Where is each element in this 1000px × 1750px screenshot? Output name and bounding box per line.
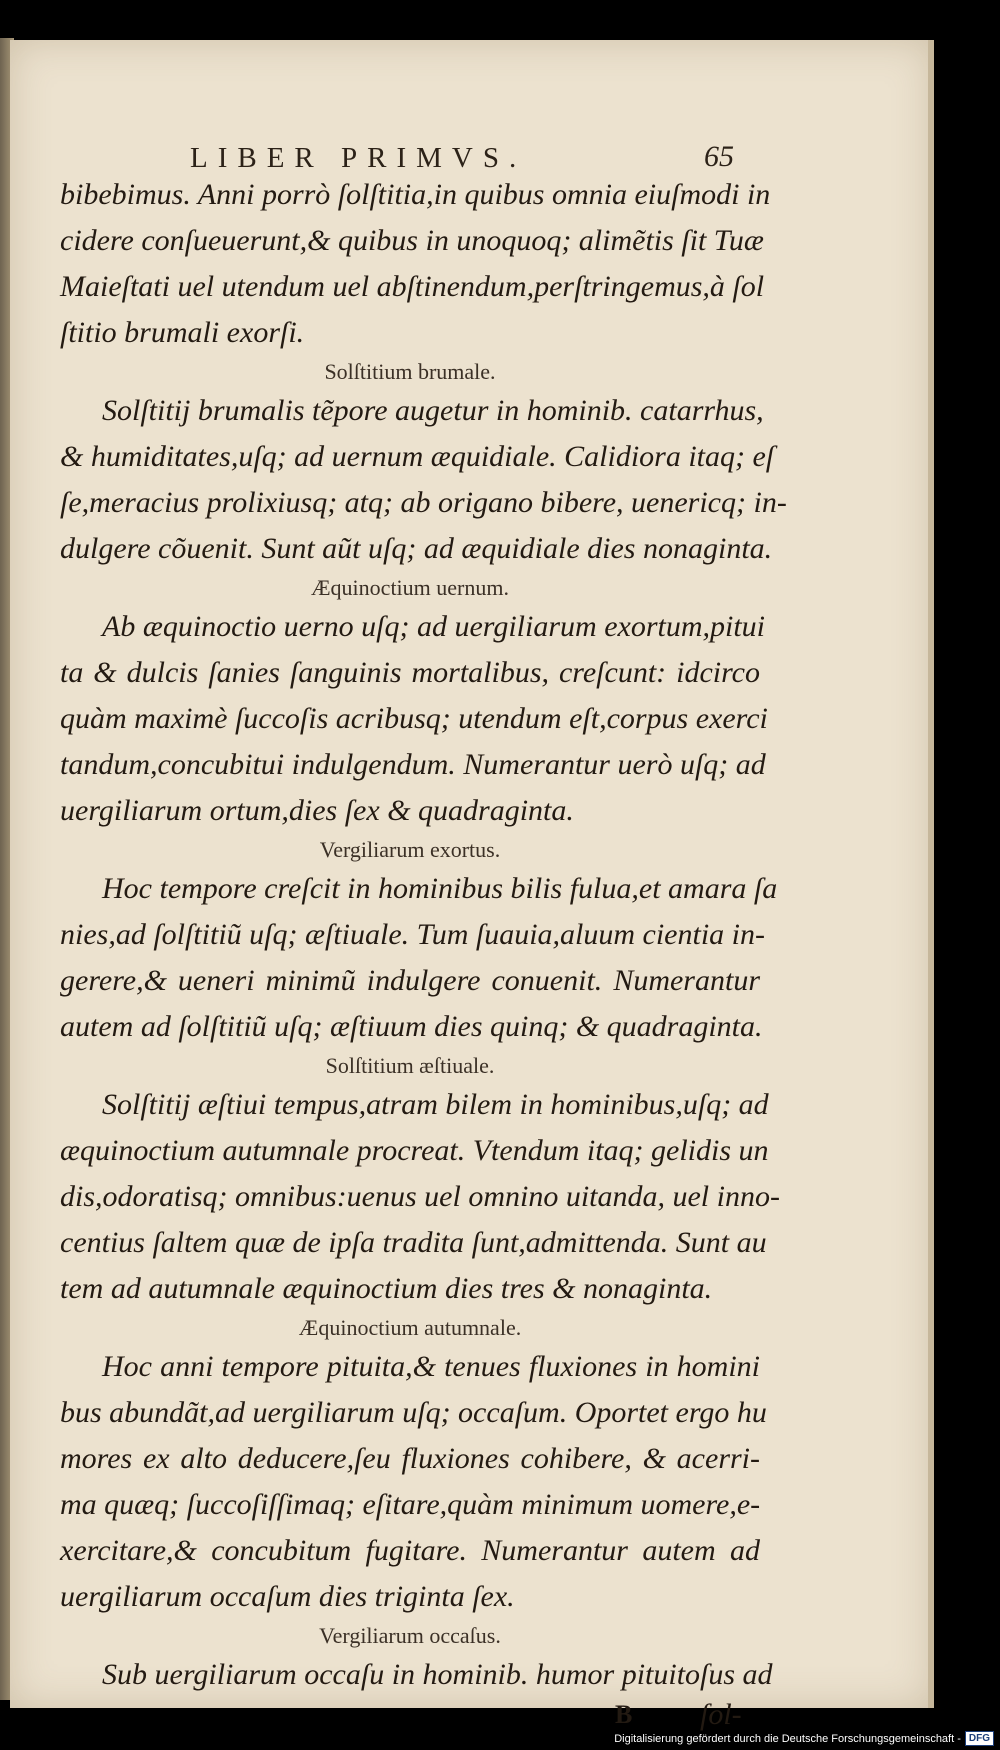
text-line: quàm maximè ſuccoſis acribusq; utendum eſt,corpus exerci [60,702,768,735]
text-line: mores ex alto deducere,ſeu fluxiones cohibere, & acerri- [60,1442,760,1475]
page-edge [928,40,934,1708]
page-number: 65 [704,140,734,173]
section-heading: Solſtitium æſtiuale. [325,1053,495,1078]
section-heading: Solſtitium brumale. [324,359,496,384]
text-line: æquinoctium autumnale procreat. Vtendum itaq; gelidis un [60,1134,769,1167]
text-line: dis,odoratisq; omnibus:uenus uel omnino uitanda, uel inno- [60,1180,780,1213]
text-line: Ab æquinoctio uerno uſq; ad uergiliarum exortum,pitui [102,610,766,643]
text-line: Hoc anni tempore pituita,& tenues fluxiones in homini [102,1350,760,1383]
catchword: ſol- [700,1698,742,1731]
text-line: ſtitio brumali exorſi. [60,316,305,349]
text-line: tem ad autumnale æquinoctium dies tres & nonaginta. [60,1272,713,1305]
section-heading: Vergiliarum occaſus. [319,1623,501,1648]
text-line: centius ſaltem quæ de ipſa tradita ſunt,admittenda. Sunt au [60,1226,767,1259]
text-line: bus abundãt,ad uergiliarum uſq; occaſum. Oportet ergo hu [60,1396,767,1429]
text-line: Solſtitij brumalis tẽpore augetur in hominib. catarrhus, [102,394,764,427]
section-heading: Æquinoctium autumnale. [298,1315,522,1340]
text-line: ta & dulcis ſanies ſanguinis mortalibus, creſcunt: idcirco [60,656,760,689]
credit-text: Digitalisierung gefördert durch die Deutsche Forschungsgemeinschaft - [614,1732,961,1745]
text-block [60,172,787,1738]
text-line: ma quæq; ſuccoſiſſimaq; eſitare,quàm minimum uomere,e- [60,1488,761,1521]
text-line: gerere,& ueneri minimũ indulgere conuenit. Numerantur [60,964,760,997]
text-line: Maieſtati uel utendum uel abſtinendum,perſtringemus,à ſol [60,270,765,303]
dfg-logo: DFG [965,1731,994,1746]
running-title: LIBER PRIMVS. [190,142,527,174]
text-line: Hoc tempore creſcit in hominibus bilis fulua,et amara ſa [102,872,778,905]
text-line: nies,ad ſolſtitiũ uſq; æſtiuale. Tum ſuauia,aluum cientia in- [60,918,765,951]
text-line: & humiditates,uſq; ad uernum æquidiale. Calidiora itaq; eſ [60,440,775,473]
signature-mark: B [615,1700,633,1729]
text-line: ſe,meracius prolixiusq; atq; ab origano bibere, uenericq; in- [60,486,787,519]
text-line: autem ad ſolſtitiũ uſq; æſtiuum dies quinq; & quadraginta. [60,1010,763,1043]
section-heading: Æquinoctium uernum. [311,575,509,600]
text-line: xercitare,& concubitum fugitare. Numerantur autem ad [60,1534,760,1567]
digitization-credit [614,1731,994,1746]
text-line: uergiliarum occaſum dies triginta ſex. [60,1580,515,1613]
text-line: dulgere cõuenit. Sunt aũt uſq; ad æquidiale dies nonaginta. [60,532,773,565]
text-line: uergiliarum ortum,dies ſex & quadraginta. [60,794,574,827]
text-line: bibebimus. Anni porrò ſolſtitia,in quibus omnia eiuſmodi in [60,178,771,211]
text-line: cidere conſueuerunt,& quibus in unoquoq; alimẽtis ſit Tuæ [60,224,764,257]
text-line: Solſtitij æſtiui tempus,atram bilem in hominibus,uſq; ad [102,1088,769,1121]
text-line: Sub uergiliarum occaſu in hominib. humor pituitoſus ad [102,1658,773,1691]
section-heading: Vergiliarum exortus. [319,837,501,862]
text-line: tandum,concubitui indulgendum. Numerantur uerò uſq; ad [60,748,766,781]
